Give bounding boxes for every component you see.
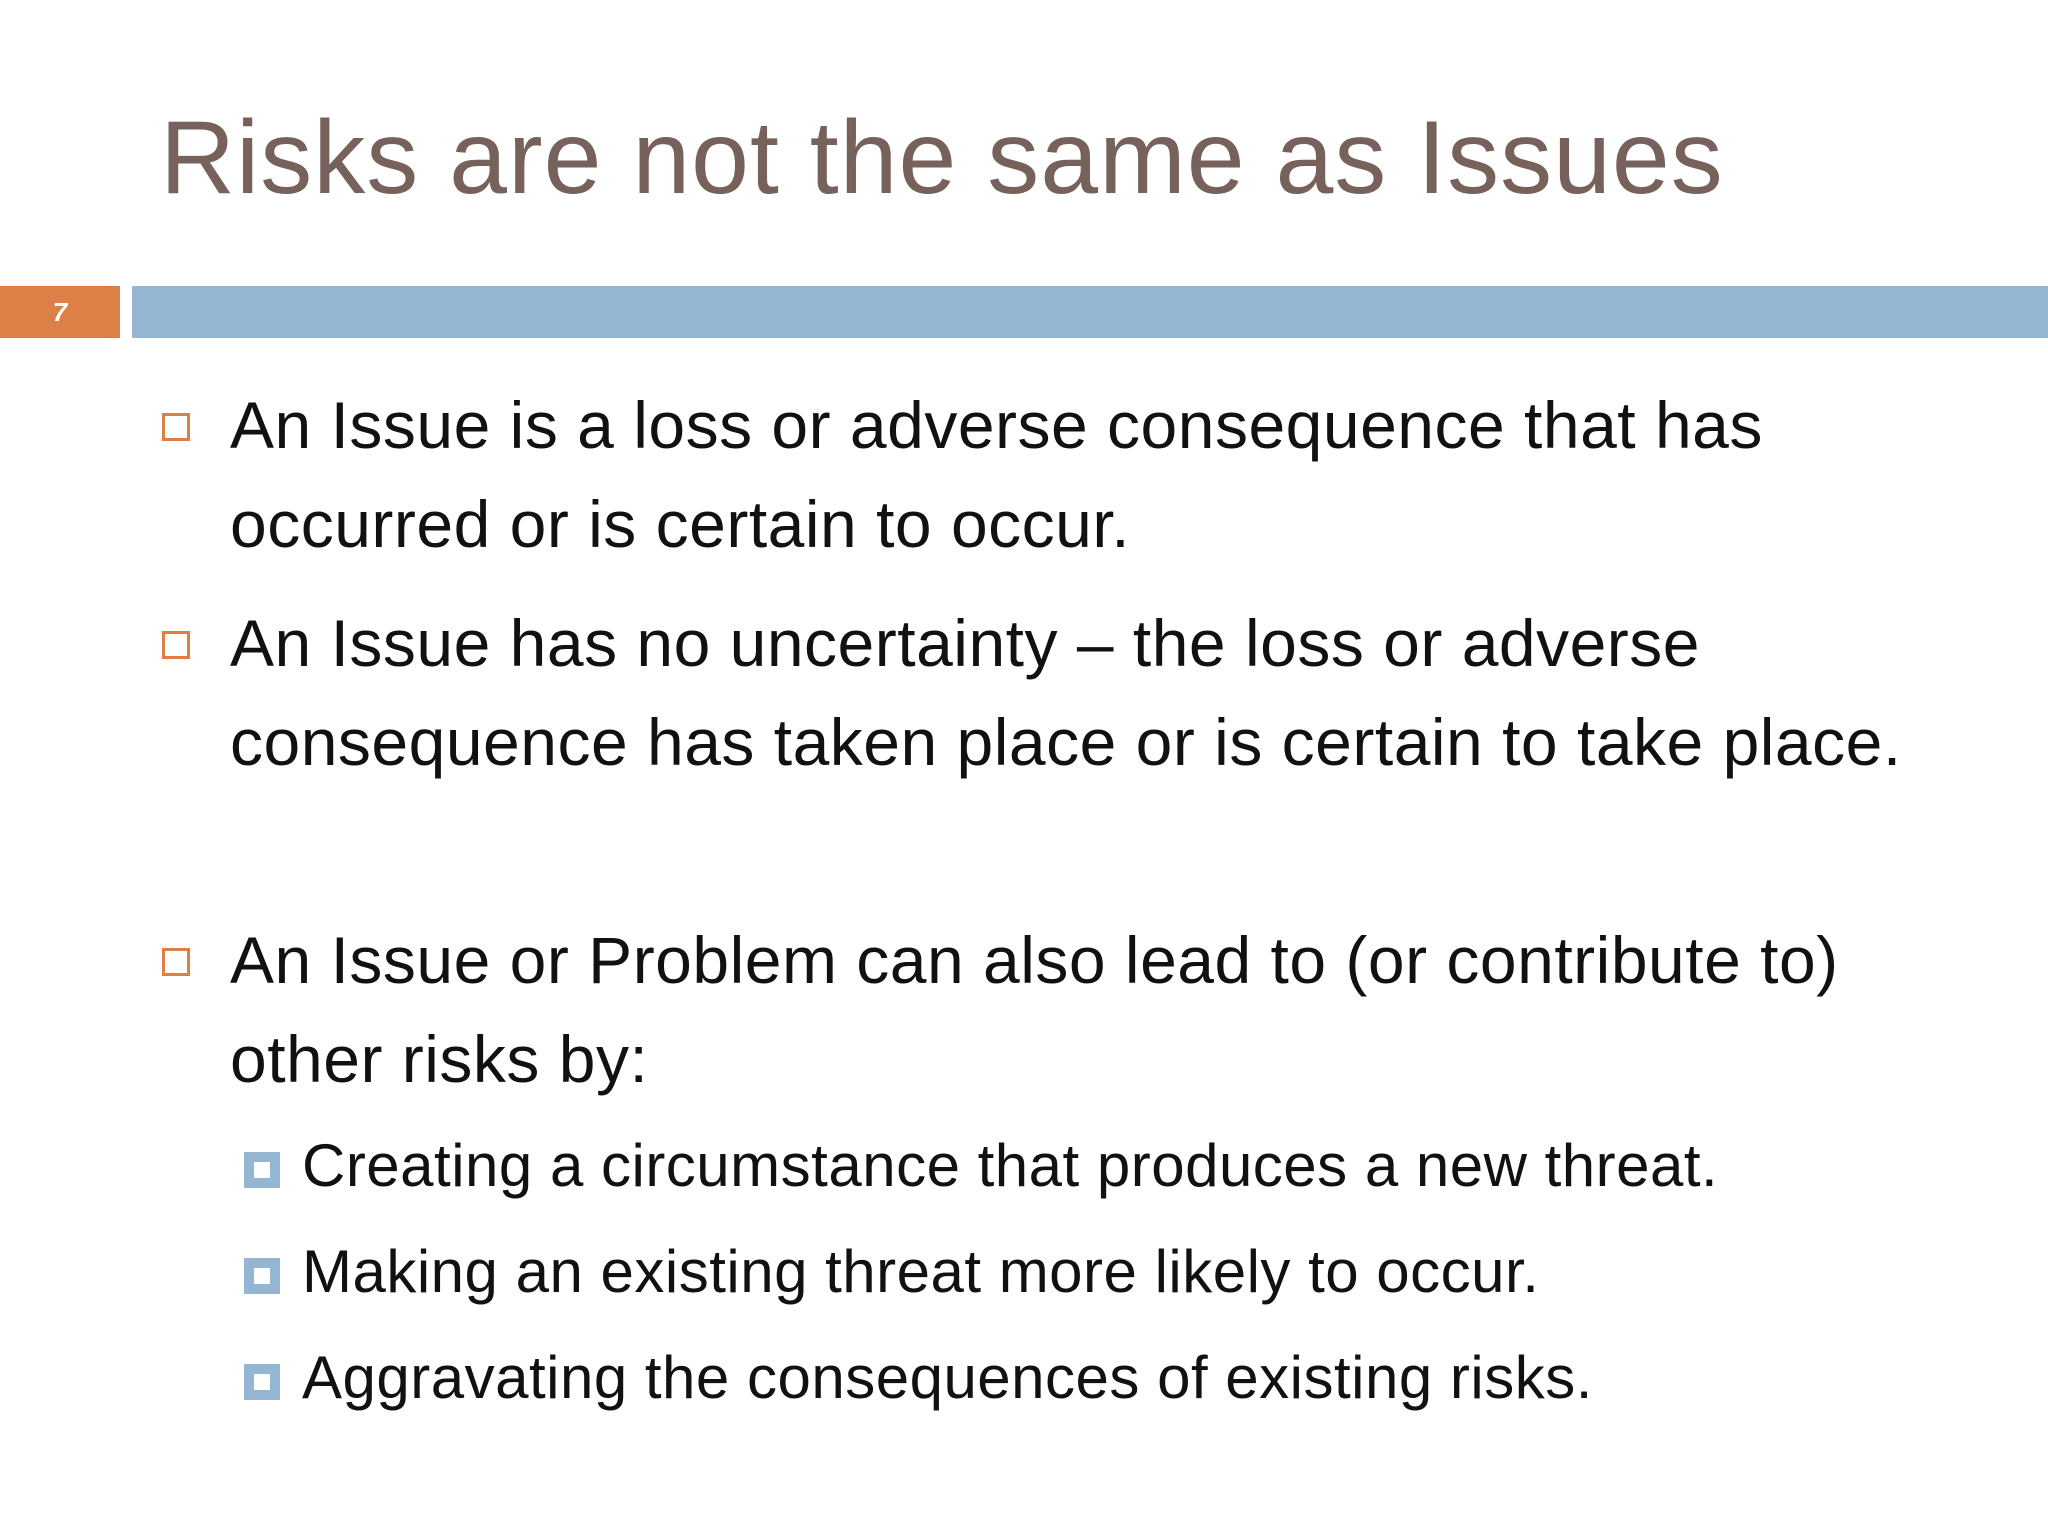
bullet-text: An Issue or Problem can also lead to (or contribute to) other risks by: <box>230 923 1839 1096</box>
filled-square-bullet-icon <box>244 1364 280 1400</box>
bullet-text: An Issue is a loss or adverse consequence that has occurred or is certain to occur. <box>230 388 1763 561</box>
slide-number: 7 <box>52 296 68 327</box>
hollow-square-bullet-icon <box>162 413 190 441</box>
slide-number-box <box>0 286 120 338</box>
hollow-square-bullet-icon <box>162 631 190 659</box>
hollow-square-bullet-icon <box>162 948 190 976</box>
slide-title: Risks are not the same as Issues <box>160 100 1724 216</box>
filled-square-bullet-icon <box>244 1152 280 1188</box>
filled-square-bullet-icon <box>244 1258 280 1294</box>
title-divider-bar <box>132 286 2048 338</box>
bullet-text: An Issue has no uncertainty – the loss or adverse consequence has taken place or is certain to take place. <box>230 606 1902 779</box>
sub-bullet-text: Aggravating the consequences of existing risks. <box>302 1344 1593 1411</box>
sub-bullet-text: Making an existing threat more likely to occur. <box>302 1238 1540 1305</box>
sub-bullet-text: Creating a circumstance that produces a new threat. <box>302 1132 1719 1199</box>
